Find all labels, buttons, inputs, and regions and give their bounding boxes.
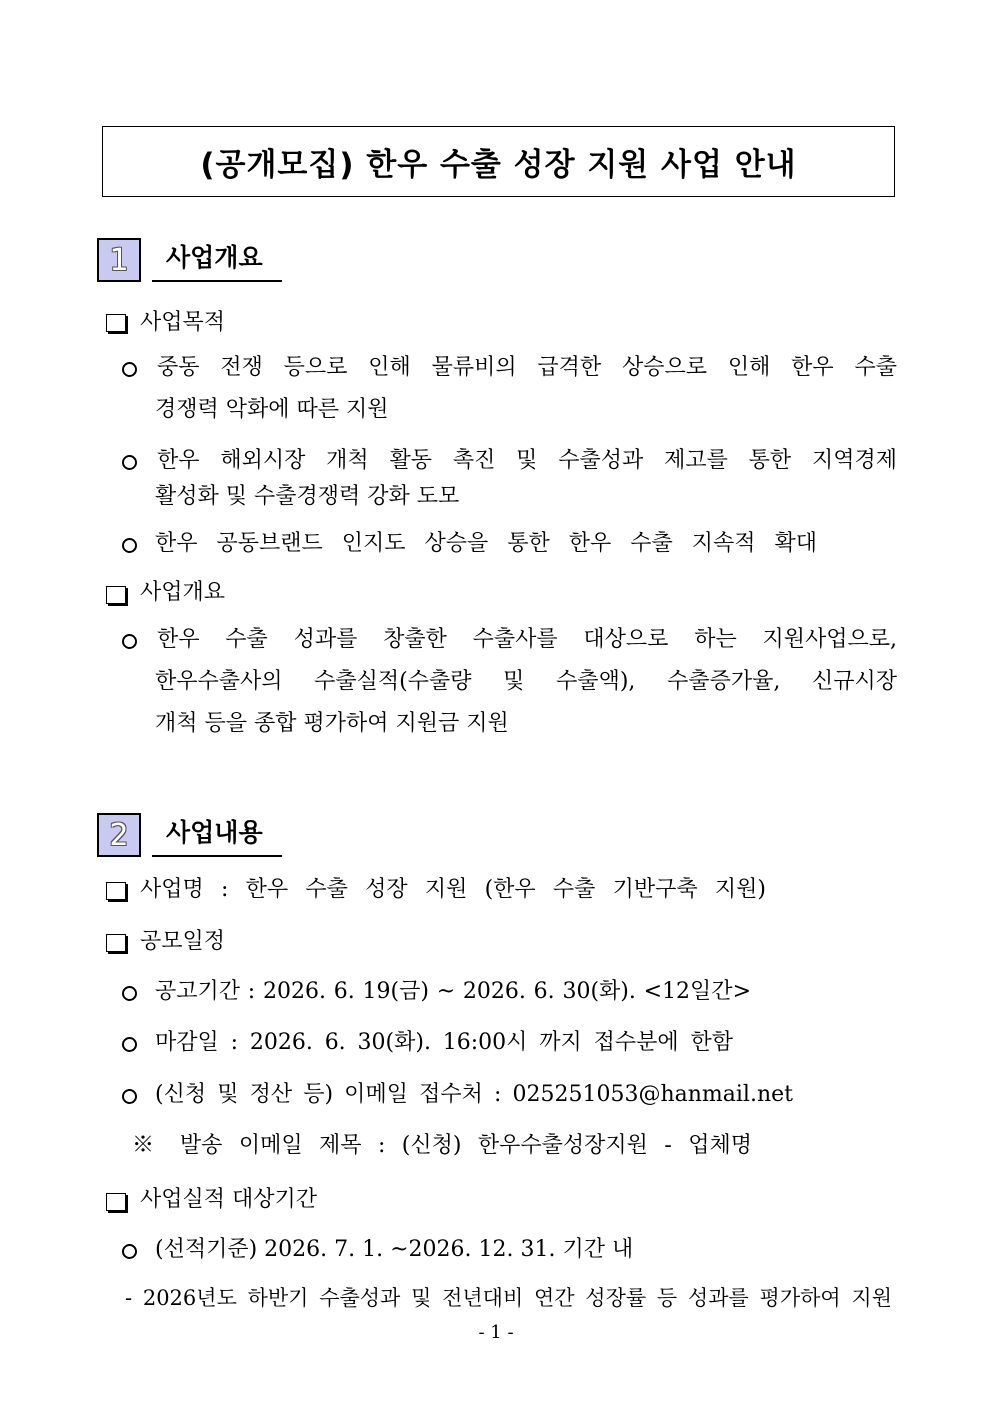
purpose-heading: 사업목적 (140, 310, 226, 335)
checkbox-square-icon (106, 934, 126, 952)
announcement-period: 공고기간 : 2026. 6. 19(금) ~ 2026. 6. 30(화). <12일간> (155, 979, 751, 1004)
target-detail: - 2026년도 하반기 수출성과 및 전년대비 연간 성장률 등 성과를 평가하여 지원 (125, 1286, 892, 1310)
purpose-item-1-line-1: 중동 전쟁 등으로 인해 물류비의 급격한 상승으로 인해 한우 수출 (157, 355, 897, 380)
circle-bullet-icon (122, 986, 137, 1001)
section-number-1: 1 (97, 238, 141, 282)
section-title-2: 사업내용 (152, 813, 282, 857)
circle-bullet-icon (122, 1089, 137, 1104)
email-contact: (신청 및 정산 등) 이메일 접수처 : 025251053@hanmail.net (155, 1082, 793, 1107)
purpose-item-3: 한우 공동브랜드 인지도 상승을 통한 한우 수출 지속적 확대 (155, 531, 817, 556)
target-period-heading: 사업실적 대상기간 (140, 1187, 318, 1212)
overview-item-line-2: 한우수출사의 수출실적(수출량 및 수출액), 수출증가율, 신규시장 (155, 669, 897, 694)
deadline: 마감일 : 2026. 6. 30(화). 16:00시 까지 접수분에 한함 (155, 1030, 733, 1055)
schedule-heading: 공모일정 (140, 929, 226, 954)
purpose-item-1-line-2: 경쟁력 악화에 따른 지원 (155, 397, 389, 422)
target-period: (선적기준) 2026. 7. 1. ~2026. 12. 31. 기간 내 (155, 1237, 634, 1262)
page-number: - 1 - (478, 1322, 514, 1343)
circle-bullet-icon (122, 1037, 137, 1052)
section-title-1: 사업개요 (152, 238, 282, 282)
circle-bullet-icon (122, 362, 137, 377)
checkbox-square-icon (106, 586, 126, 604)
purpose-item-2-line-1: 한우 해외시장 개척 활동 촉진 및 수출성과 제고를 통한 지역경제 (157, 448, 897, 473)
purpose-item-2-line-2: 활성화 및 수출경쟁력 강화 도모 (155, 484, 460, 509)
checkbox-square-icon (106, 314, 126, 332)
overview-item-line-3: 개척 등을 종합 평가하여 지원금 지원 (155, 711, 509, 736)
email-subject-note: ※ 발송 이메일 제목 : (신청) 한우수출성장지원 - 업체명 (132, 1133, 752, 1158)
section-number-2: 2 (97, 813, 141, 857)
overview-item-line-1: 한우 수출 성과를 창출한 수출사를 대상으로 하는 지원사업으로, (157, 627, 897, 652)
circle-bullet-icon (122, 538, 137, 553)
business-name-line: 사업명 : 한우 수출 성장 지원 (한우 수출 기반구축 지원) (140, 877, 766, 902)
overview-heading: 사업개요 (140, 580, 226, 605)
circle-bullet-icon (122, 455, 137, 470)
page-title: (공개모집) 한우 수출 성장 지원 사업 안내 (102, 126, 895, 197)
checkbox-square-icon (106, 882, 126, 900)
checkbox-square-icon (106, 1193, 126, 1211)
circle-bullet-icon (122, 634, 137, 649)
circle-bullet-icon (122, 1244, 137, 1259)
